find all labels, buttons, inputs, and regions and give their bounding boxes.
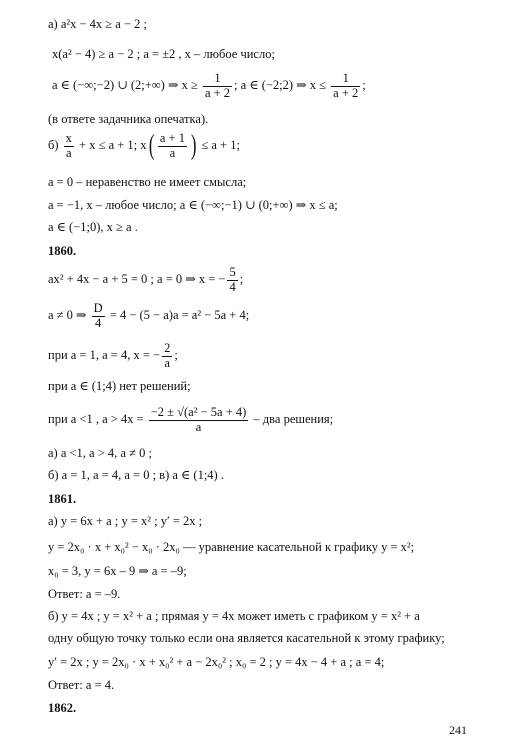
frac-num: 1 [203, 72, 232, 87]
line-5-text-c: ≤ a + 1; [201, 138, 240, 153]
line-10 [48, 302, 249, 331]
line-3 [52, 72, 366, 101]
right-paren: ) [190, 130, 197, 162]
problem-heading-1861: 1861. [48, 492, 77, 506]
line-13-text-b: – два решения; [253, 412, 334, 427]
line-15: б) a = 1, a = 4, a = 0 ; в) a ∈ (1;4) . [48, 468, 224, 482]
line-9-text-a: ax² + 4x − a + 5 = 0 ; a = 0 ⇒ x = − [48, 272, 226, 287]
line-10-text-a: a ≠ 0 ⇒ [48, 308, 87, 323]
frac-num: 5 [229, 265, 236, 279]
line-22: y′ = 2x ; y = 2x₀ · x + x₀² + a − 2x₀² ; x₀ = 2 ; y = 4x − 4 + a ; a = 4; [48, 655, 385, 669]
fraction-5-over-4 [227, 266, 237, 295]
frac-den: 4 [229, 279, 236, 294]
problem-heading-1862: 1862. [48, 701, 77, 715]
line-10-text-b: = 4 − (5 − a)a = a² − 5a + 4; [109, 308, 250, 323]
frac-num: 2 [164, 341, 171, 355]
line-12: при a ∈ (1;4) нет решений; [48, 379, 191, 393]
line-1: a) a²x − 4x ≥ a − 2 ; [48, 17, 147, 31]
fraction-quadratic-roots [149, 406, 249, 435]
line-13-text-a: при a <1 , a > 4x = [48, 412, 144, 427]
line-11 [48, 342, 178, 371]
line-16: a) y = 6x + a ; y = x² ; y′ = 2x ; [48, 514, 203, 528]
frac-num: 1 [331, 72, 360, 87]
frac-den: a [169, 145, 176, 160]
frac-num: x [65, 131, 72, 145]
line-5-label: б) [48, 138, 59, 153]
line-18: x₀ = 3, y = 6x – 9 ⇒ a = –9; [48, 564, 187, 578]
frac-den: a [164, 355, 170, 370]
line-4: (в ответе задачника опечатка). [48, 112, 209, 126]
line-5 [48, 132, 240, 161]
page-number: 241 [449, 723, 467, 737]
line-20: б) y = 4x ; y = x² + a ; прямая y = 4x может иметь с графиком y = x² + a [48, 609, 420, 623]
line-11-text-c: ; [174, 348, 178, 363]
frac-num: D [93, 301, 103, 315]
line-9-text-c: ; [239, 272, 244, 287]
line-23: Ответ: a = 4. [48, 678, 115, 692]
line-3-text-b: ; a ∈ (−2;2) ⇒ x ≤ [234, 78, 327, 93]
line-5-text-b: + x ≤ a + 1; x [79, 138, 147, 153]
left-paren: ( [148, 130, 154, 162]
line-3-text-c: ; [362, 78, 366, 93]
line-6: a = 0 – неравенство не имеет смысла; [48, 175, 247, 189]
fraction-1-over-a-plus-2-second [331, 72, 360, 101]
fraction-a-plus-1-over-a [158, 132, 187, 161]
frac-den: a [66, 145, 72, 160]
frac-num: a + 1 [159, 131, 185, 145]
frac-den: 4 [95, 315, 102, 330]
line-9 [48, 266, 243, 295]
fraction-d-over-4 [92, 302, 105, 331]
line-11-text-a: при a = 1, a = 4, x = − [48, 348, 161, 363]
fraction-2-over-a [162, 342, 172, 371]
line-8: a ∈ (−1;0), x ≥ a . [48, 220, 138, 234]
frac-den: a + 2 [204, 85, 231, 100]
frac-den: a [195, 419, 202, 434]
fraction-1-over-a-plus-2 [203, 72, 232, 101]
line-3-text-a: a ∈ (−∞;−2) ∪ (2;+∞) ⇒ x ≥ [52, 78, 198, 93]
line-19: Ответ: a = –9. [48, 587, 121, 601]
line-14: a) a <1, a > 4, a ≠ 0 ; [48, 446, 152, 460]
line-21: одну общую точку только если она является касательной к этому графику; [48, 631, 445, 645]
frac-num: −2 ± √(a² − 5a + 4) [150, 405, 247, 419]
line-17: y = 2x₀ · x + x₀² − x₀ · 2x₀ — уравнение касательной к графику y = x²; [48, 540, 415, 554]
fraction-x-over-a [64, 132, 74, 161]
line-13 [48, 406, 333, 435]
line-2: x(a² − 4) ≥ a − 2 ; a = ±2 , x – любое число; [52, 47, 275, 61]
frac-den: a + 2 [333, 85, 359, 100]
line-7: a = −1, x – любое число; a ∈ (−∞;−1) ∪ (0;+∞) ⇒ x ≤ a; [48, 198, 338, 212]
problem-heading-1860: 1860. [48, 244, 77, 258]
